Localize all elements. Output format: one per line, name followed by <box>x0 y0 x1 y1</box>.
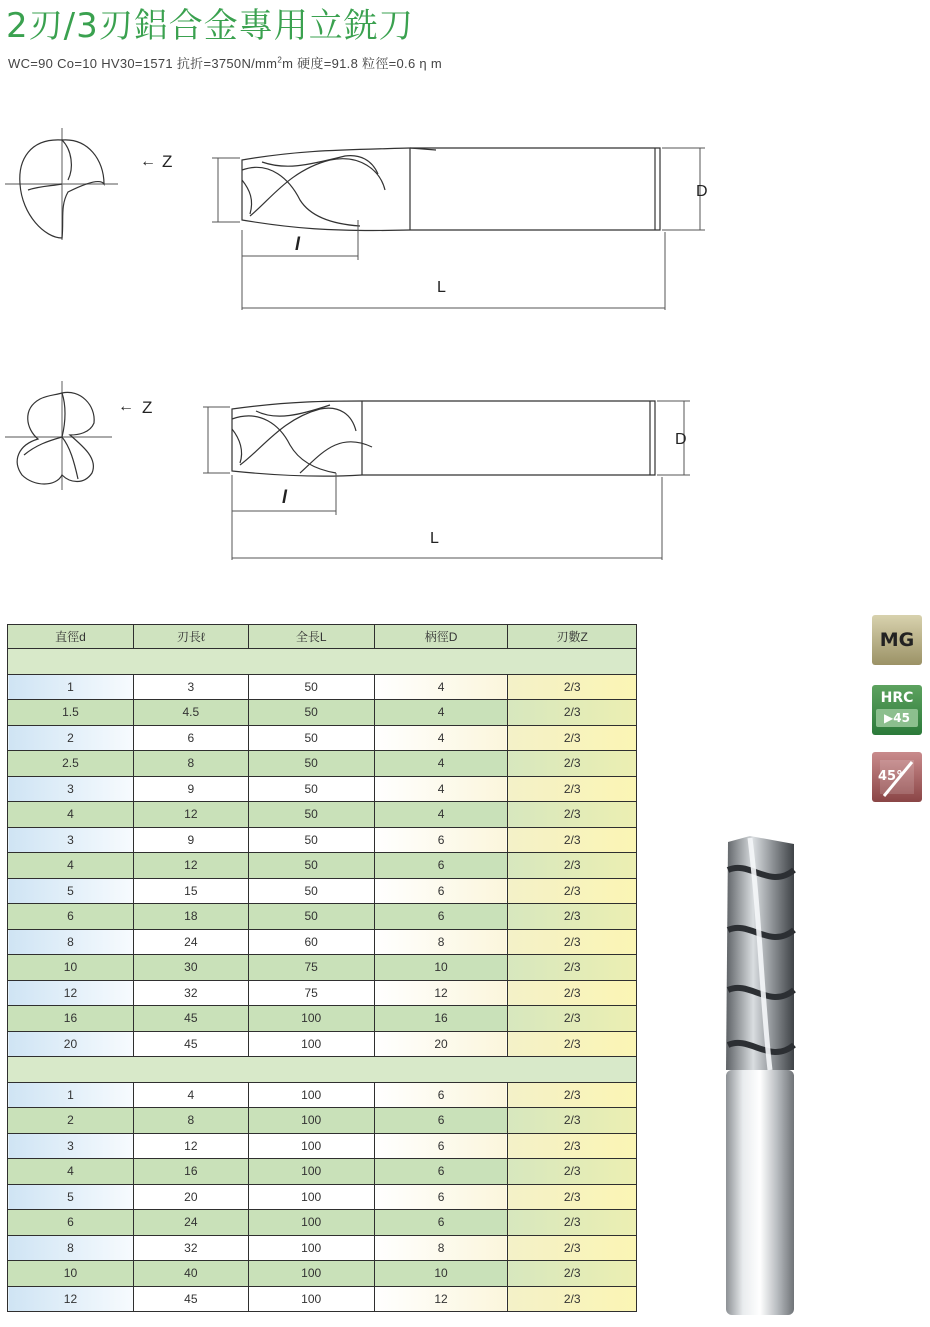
material-specs <box>8 53 442 72</box>
cell-flute-length: 15 <box>133 878 248 904</box>
header-overall-length: 全長L <box>248 625 374 649</box>
cell-diameter: 20 <box>8 1031 134 1057</box>
cell-diameter: 10 <box>8 955 134 981</box>
cell-shank-diameter: 20 <box>374 1031 508 1057</box>
cell-diameter: 3 <box>8 776 134 802</box>
helix-angle-text: 45° <box>878 769 903 784</box>
cell-flute-length: 8 <box>133 751 248 777</box>
cell-shank-diameter: 6 <box>374 827 508 853</box>
cell-flute-length: 4.5 <box>133 700 248 726</box>
cell-overall-length: 50 <box>248 827 374 853</box>
cell-flute-count: 2/3 <box>508 1031 637 1057</box>
cell-shank-diameter: 4 <box>374 674 508 700</box>
cell-flute-count: 2/3 <box>508 1261 637 1287</box>
cell-diameter: 1 <box>8 1082 134 1108</box>
cell-flute-count: 2/3 <box>508 725 637 751</box>
L-label-2f: L <box>437 279 446 296</box>
cell-shank-diameter: 16 <box>374 1006 508 1032</box>
d-label-2f: D <box>696 183 708 200</box>
cell-overall-length: 100 <box>248 1184 374 1210</box>
cell-flute-length: 12 <box>133 802 248 828</box>
cell-diameter: 3 <box>8 827 134 853</box>
header-flute-count: 刃數Z <box>508 625 637 649</box>
dimension-lines-3f <box>203 401 690 560</box>
cell-flute-count: 2/3 <box>508 1210 637 1236</box>
table-row <box>8 776 637 802</box>
cell-diameter: 8 <box>8 929 134 955</box>
cell-flute-length: 9 <box>133 827 248 853</box>
table-row <box>8 980 637 1006</box>
cell-flute-count: 2/3 <box>508 955 637 981</box>
table-row <box>8 1261 637 1287</box>
cell-diameter: 4 <box>8 1159 134 1185</box>
cell-shank-diameter: 12 <box>374 980 508 1006</box>
cell-diameter: 2 <box>8 1108 134 1134</box>
cell-overall-length: 50 <box>248 776 374 802</box>
cell-flute-length: 32 <box>133 1235 248 1261</box>
cell-flute-length: 24 <box>133 929 248 955</box>
cell-flute-count: 2/3 <box>508 1082 637 1108</box>
specs-superscript: 2 <box>277 55 283 65</box>
table-row <box>8 1108 637 1134</box>
table-row <box>8 1006 637 1032</box>
hrc-badge <box>872 685 922 735</box>
cell-flute-count: 2/3 <box>508 878 637 904</box>
cell-flute-length: 40 <box>133 1261 248 1287</box>
cell-flute-count: 2/3 <box>508 1286 637 1312</box>
table-row <box>8 725 637 751</box>
table-row <box>8 1184 637 1210</box>
cell-diameter: 10 <box>8 1261 134 1287</box>
cell-flute-length: 12 <box>133 853 248 879</box>
cell-overall-length: 50 <box>248 751 374 777</box>
cell-flute-count: 2/3 <box>508 1006 637 1032</box>
cell-flute-count: 2/3 <box>508 1184 637 1210</box>
cell-flute-length: 30 <box>133 955 248 981</box>
table-row <box>8 955 637 981</box>
cell-diameter: 5 <box>8 1184 134 1210</box>
table-header-row <box>8 625 637 649</box>
d-label-3f: D <box>675 431 687 448</box>
cell-overall-length: 50 <box>248 725 374 751</box>
section-row <box>8 1057 637 1083</box>
end-view-3-flute <box>5 381 112 490</box>
hrc-label: HRC <box>880 690 914 706</box>
l-label-3f: l <box>282 487 288 507</box>
cell-diameter: 6 <box>8 904 134 930</box>
l-label-2f: l <box>295 234 301 254</box>
cell-shank-diameter: 6 <box>374 853 508 879</box>
cell-shank-diameter: 6 <box>374 1082 508 1108</box>
cell-diameter: 3 <box>8 1133 134 1159</box>
side-view-2-flute <box>242 148 660 231</box>
cell-overall-length: 100 <box>248 1006 374 1032</box>
cell-flute-count: 2/3 <box>508 700 637 726</box>
cell-flute-length: 45 <box>133 1006 248 1032</box>
cell-flute-length: 6 <box>133 725 248 751</box>
z-arrow-label-3f: ← <box>118 398 134 415</box>
end-mill-product-image <box>710 830 820 1320</box>
cell-diameter: 12 <box>8 980 134 1006</box>
header-shank-diameter: 柄徑D <box>374 625 508 649</box>
cell-overall-length: 50 <box>248 802 374 828</box>
cell-diameter: 16 <box>8 1006 134 1032</box>
cell-diameter: 12 <box>8 1286 134 1312</box>
cell-shank-diameter: 6 <box>374 904 508 930</box>
cell-diameter: 5 <box>8 878 134 904</box>
table-row <box>8 1082 637 1108</box>
cell-overall-length: 75 <box>248 955 374 981</box>
z-label-3f: Z <box>142 398 153 417</box>
cell-overall-length: 100 <box>248 1108 374 1134</box>
table-row <box>8 1159 637 1185</box>
table-row <box>8 802 637 828</box>
cell-flute-count: 2/3 <box>508 1235 637 1261</box>
cell-flute-count: 2/3 <box>508 1133 637 1159</box>
header-flute-length: 刃長ℓ <box>133 625 248 649</box>
mg-badge: MG <box>872 615 922 665</box>
cell-flute-length: 32 <box>133 980 248 1006</box>
cell-overall-length: 100 <box>248 1235 374 1261</box>
table-row <box>8 1286 637 1312</box>
cell-shank-diameter: 4 <box>374 725 508 751</box>
cell-flute-length: 8 <box>133 1108 248 1134</box>
helix-angle-icon <box>872 752 922 802</box>
cell-overall-length: 100 <box>248 1159 374 1185</box>
cell-flute-count: 2/3 <box>508 802 637 828</box>
cell-diameter: 2.5 <box>8 751 134 777</box>
table-row <box>8 827 637 853</box>
cell-overall-length: 75 <box>248 980 374 1006</box>
cell-diameter: 2 <box>8 725 134 751</box>
specs-text-suffix: m 硬度=91.8 粒徑=0.6 η m <box>282 56 442 71</box>
dimension-lines-2f <box>212 148 705 310</box>
cell-flute-count: 2/3 <box>508 853 637 879</box>
cell-overall-length: 100 <box>248 1133 374 1159</box>
cell-shank-diameter: 12 <box>374 1286 508 1312</box>
cell-overall-length: 100 <box>248 1082 374 1108</box>
cell-shank-diameter: 6 <box>374 1133 508 1159</box>
cell-flute-count: 2/3 <box>508 674 637 700</box>
cell-shank-diameter: 10 <box>374 955 508 981</box>
cell-flute-length: 4 <box>133 1082 248 1108</box>
z-label-2f: Z <box>162 152 173 171</box>
helix-angle-badge <box>872 752 922 802</box>
cell-flute-count: 2/3 <box>508 776 637 802</box>
cell-shank-diameter: 4 <box>374 776 508 802</box>
cell-overall-length: 50 <box>248 904 374 930</box>
cell-shank-diameter: 6 <box>374 1184 508 1210</box>
cell-overall-length: 100 <box>248 1261 374 1287</box>
diagram-2-flute <box>0 120 720 320</box>
cell-overall-length: 100 <box>248 1286 374 1312</box>
specs-text-prefix: WC=90 Co=10 HV30=1571 抗折=3750N/mm <box>8 56 278 71</box>
section-row <box>8 649 637 675</box>
header-diameter: 直徑d <box>8 625 134 649</box>
cell-diameter: 1.5 <box>8 700 134 726</box>
cell-flute-length: 3 <box>133 674 248 700</box>
cell-flute-count: 2/3 <box>508 929 637 955</box>
cell-overall-length: 100 <box>248 1210 374 1236</box>
cell-flute-length: 18 <box>133 904 248 930</box>
cell-overall-length: 50 <box>248 700 374 726</box>
page-title: 2刃/3刃鋁合金專用立銑刀 <box>6 6 414 46</box>
cell-diameter: 8 <box>8 1235 134 1261</box>
table-row <box>8 700 637 726</box>
cell-flute-count: 2/3 <box>508 1159 637 1185</box>
cell-flute-count: 2/3 <box>508 751 637 777</box>
section-label <box>8 649 637 675</box>
section-label <box>8 1057 637 1083</box>
cell-shank-diameter: 6 <box>374 1210 508 1236</box>
cell-diameter: 1 <box>8 674 134 700</box>
cell-shank-diameter: 6 <box>374 1159 508 1185</box>
cell-overall-length: 100 <box>248 1031 374 1057</box>
table-row <box>8 878 637 904</box>
table-row <box>8 674 637 700</box>
cell-shank-diameter: 6 <box>374 878 508 904</box>
cell-flute-length: 45 <box>133 1286 248 1312</box>
cell-flute-count: 2/3 <box>508 827 637 853</box>
cell-flute-length: 24 <box>133 1210 248 1236</box>
cell-shank-diameter: 10 <box>374 1261 508 1287</box>
cell-flute-count: 2/3 <box>508 1108 637 1134</box>
cell-flute-length: 20 <box>133 1184 248 1210</box>
cell-overall-length: 50 <box>248 878 374 904</box>
cell-flute-length: 45 <box>133 1031 248 1057</box>
table-row <box>8 904 637 930</box>
hrc-value: ▶45 <box>876 709 918 727</box>
cell-flute-length: 9 <box>133 776 248 802</box>
cell-shank-diameter: 8 <box>374 929 508 955</box>
table-row <box>8 1133 637 1159</box>
end-view-2-flute <box>5 128 118 240</box>
cell-overall-length: 50 <box>248 853 374 879</box>
L-label-3f: L <box>430 530 439 547</box>
table-row <box>8 1031 637 1057</box>
table-row <box>8 929 637 955</box>
cell-shank-diameter: 4 <box>374 751 508 777</box>
table-row <box>8 853 637 879</box>
cell-shank-diameter: 6 <box>374 1108 508 1134</box>
cell-shank-diameter: 8 <box>374 1235 508 1261</box>
cell-flute-length: 12 <box>133 1133 248 1159</box>
cell-shank-diameter: 4 <box>374 802 508 828</box>
z-arrow-label-2f: ← <box>140 153 156 170</box>
table-row <box>8 1210 637 1236</box>
cell-overall-length: 60 <box>248 929 374 955</box>
table-row <box>8 1235 637 1261</box>
cell-diameter: 4 <box>8 802 134 828</box>
cell-diameter: 6 <box>8 1210 134 1236</box>
cell-shank-diameter: 4 <box>374 700 508 726</box>
cell-flute-length: 16 <box>133 1159 248 1185</box>
table-row <box>8 751 637 777</box>
cell-diameter: 4 <box>8 853 134 879</box>
cell-flute-count: 2/3 <box>508 980 637 1006</box>
diagram-3-flute <box>0 375 720 570</box>
table-body <box>8 649 637 1312</box>
spec-table <box>7 624 637 1312</box>
side-view-3-flute <box>232 401 655 476</box>
cell-flute-count: 2/3 <box>508 904 637 930</box>
cell-overall-length: 50 <box>248 674 374 700</box>
